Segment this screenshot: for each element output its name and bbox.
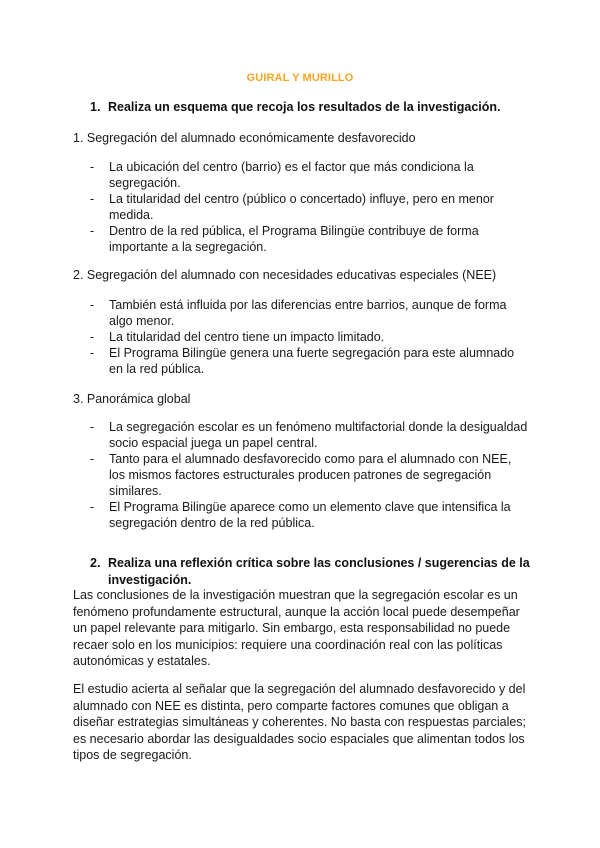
list-item: - También está influida por las diferencias entre barrios, aunque de forma algo menor. [90,297,530,329]
reflection-paragraph-1: Las conclusiones de la investigación muestran que la segregación escolar es un fenómeno profundamente estructural, aunque la acción local puede desempeñar un papel relevante para mitigarlo. Sin embargo, esta responsabilidad no puede recaer solo en los municipios: requiere una coordinación real con las políticas autonómicas y estatales. [73,588,520,668]
section-1-title: 1. Segregación del alumnado económicamente desfavorecido [73,131,416,145]
question-1-text: Realiza un esquema que recoja los resultados de la investigación. [108,100,501,114]
question-2-heading [90,555,530,589]
list-item: - Dentro de la red pública, el Programa Bilingüe contribuye de forma importante a la segregación. [90,223,530,255]
question-1-number: 1. [90,100,101,114]
question-2-text-line-1: Realiza una reflexión crítica sobre las conclusiones / sugerencias de la [108,556,530,570]
list-item: - El Programa Bilingüe genera una fuerte segregación para este alumnado en la red pública. [90,345,530,377]
list-item: - El Programa Bilingüe aparece como un elemento clave que intensifica la segregación dentro de la red pública. [90,499,530,531]
document-title: GUIRAL Y MURILLO [246,72,354,84]
list-item: - La titularidad del centro tiene un impacto limitado. [90,329,530,345]
question-1-heading [90,99,530,116]
reflection-paragraph-2: El estudio acierta al señalar que la segregación del alumnado desfavorecido y del alumnado con NEE es distinta, pero comparte factores comunes que obligan a diseñar estrategias simultáneas y coherentes. No basta con respuestas parciales; es necesario abordar las desigualdades socio espaciales que alimentan todos los tipos de segregación. [73,682,527,762]
section-2-list [90,297,530,377]
section-3-list [90,419,530,531]
section-3-title: 3. Panorámica global [73,392,191,406]
section-2-title: 2. Segregación del alumnado con necesidades educativas especiales (NEE) [73,268,497,282]
question-2-number: 2. [90,556,101,570]
list-item: - Tanto para el alumnado desfavorecido como para el alumnado con NEE, los mismos factores estructurales producen patrones de segregación similares. [90,451,530,499]
list-item: - La titularidad del centro (público o concertado) influye, pero en menor medida. [90,191,530,223]
section-1-list [90,159,530,255]
question-2-text-line-2: investigación. [108,573,192,587]
list-item: - La ubicación del centro (barrio) es el factor que más condiciona la segregación. [90,159,530,191]
list-item: - La segregación escolar es un fenómeno multifactorial donde la desigualdad socio espacial juega un papel central. [90,419,530,451]
